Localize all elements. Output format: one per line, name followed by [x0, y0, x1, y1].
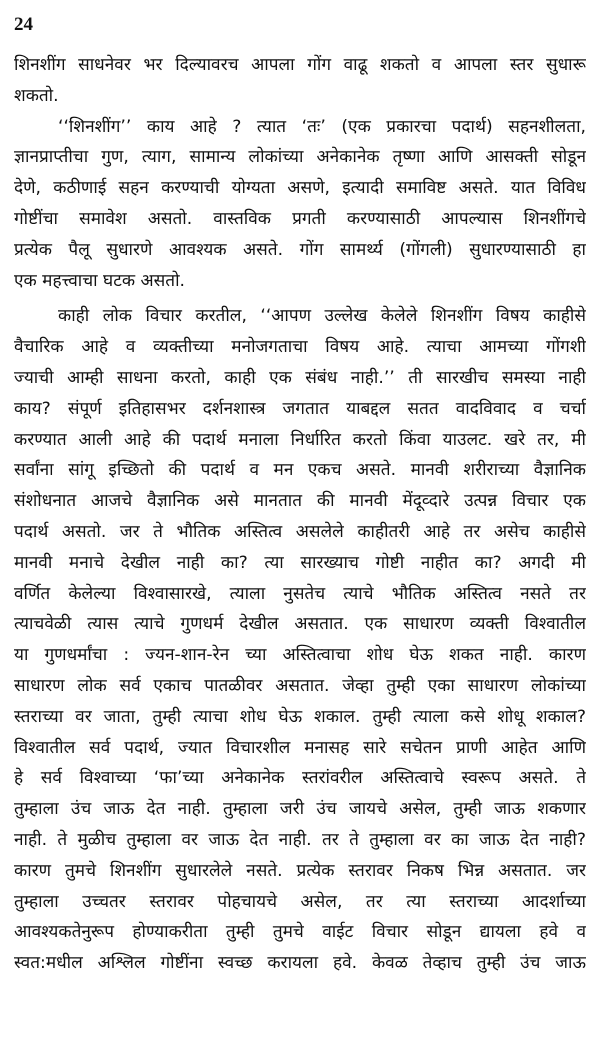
- text-line: प्रत्येक पैलू सुधारणे आवश्यक असते. गोंग सामर्थ्य (गोंगली) सुधारण्यासाठी हा: [14, 239, 586, 260]
- text-line: गोष्टींचा समावेश असतो. वास्तविक प्रगती करण्यासाठी आपल्यास शिनशींगचे: [14, 208, 586, 229]
- text-line: तुम्हाला उंच जाऊ देत नाही. तुम्हाला जरी उंच जायचे असेल, तुम्ही जाऊ शकणार: [14, 799, 586, 820]
- text-line: मानवी मनाचे देखील नाही का? त्या सारख्याच गोष्टी नाहीत का? अगदी मी: [14, 552, 586, 573]
- text-line: वैचारिक आहे व व्यक्तीच्या मनोजगताचा विषय आहे. त्याचा आमच्या गोंगशी: [14, 337, 586, 358]
- text-line: तुम्हाला उच्चतर स्तरावर पोहचायचे असेल, तर त्या स्तराच्या आदर्शाच्या: [14, 891, 586, 912]
- text-line: त्याचवेळी त्यास त्याचे गुणधर्म देखील असतात. एक साधारण व्यक्ती विश्वातील: [14, 614, 586, 635]
- text-line: शिनशींग साधनेवर भर दिल्यावरच आपला गोंग वाढू शकतो व आपला स्तर सुधारू: [14, 55, 586, 75]
- text-line: कारण तुमचे शिनशींग सुधारलेले नसते. प्रत्येक स्तरावर निकष भिन्न असतात. जर: [14, 860, 586, 881]
- text-line: ज्याची आम्ही साधना करतो, काही एक संबंध नाही.’’ ती सारखीच समस्या नाही: [14, 367, 586, 388]
- body-text: [14, 50, 586, 979]
- text-line: काय? संपूर्ण इतिहासभर दर्शनशास्त्र जगतात याबद्दल सतत वादविवाद व चर्चा: [14, 398, 586, 419]
- text-line: देणे, कठीणाई सहन करण्याची योग्यता असणे, इत्यादी समाविष्ट असते. यात विविध: [14, 178, 586, 199]
- text-line: स्तराच्या वर जाता, तुम्ही त्याचा शोध घेऊ शकाल. तुम्ही त्याला कसे शोधू शकाल?: [14, 706, 586, 727]
- text-line: ‘‘शिनशींग’’ काय आहे ? त्यात ‘तः’ (एक प्रकारचा पदार्थ) सहनशीलता,: [58, 116, 586, 137]
- text-line: सर्वांना सांगू इच्छितो की पदार्थ व मन एकच असते. मानवी शरीराच्या वैज्ञानिक: [14, 460, 586, 481]
- text-line: साधारण लोक सर्व एकाच पातळीवर असतात. जेव्हा तुम्ही एका साधारण लोकांच्या: [14, 675, 586, 696]
- text-line: स्वत:मधील अश्लिल गोष्टींना स्वच्छ करायला हवे. केवळ तेव्हाच तुम्ही उंच जाऊ: [14, 953, 586, 974]
- text-line: आवश्यकतेनुरूप होण्याकरीता तुम्ही तुमचे वाईट विचार सोडून द्यायला हवे व: [14, 922, 586, 943]
- text-line: शकतो.: [14, 85, 59, 106]
- text-line: हे सर्व विश्वाच्या ‘फा’च्या अनेकानेक स्तरांवरील अस्तित्वाचे स्वरूप असते. ते: [14, 768, 586, 789]
- page-number: 24: [14, 14, 33, 35]
- text-line: ज्ञानप्राप्तीचा गुण, त्याग, सामान्य लोकांच्या अनेकानेक तृष्णा आणि आसक्ती सोडून: [14, 147, 586, 168]
- text-line: पदार्थ असतो. जर ते भौतिक अस्तित्व असलेले काहीतरी आहे तर असेच काहीसे: [14, 521, 586, 542]
- text-line: वर्णित केलेल्या विश्वासारखे, त्याला नुसतेच त्याचे भौतिक अस्तित्व नसते तर: [14, 583, 586, 604]
- text-line: विश्वातील सर्व पदार्थ, ज्यात विचारशील मनासह सारे सचेतन प्राणी आहेत आणि: [14, 737, 586, 758]
- text-line: करण्यात आली आहे की पदार्थ मनाला निर्धारित करतो किंवा याउलट. खरे तर, मी: [14, 429, 586, 450]
- text-line: एक महत्त्वाचा घटक असतो.: [14, 270, 185, 291]
- text-line: काही लोक विचार करतील, ‘‘आपण उल्लेख केलेले शिनशींग विषय काहीसे: [58, 306, 586, 327]
- text-line: संशोधनात आजचे वैज्ञानिक असे मानतात की मानवी मेंदूव्दारे उत्पन्न विचार एक: [14, 491, 586, 512]
- text-line: या गुणधर्मांचा : ज्यन-शान-रेन च्या अस्तित्वाचा शोध घेऊ शकत नाही. कारण: [14, 645, 586, 666]
- text-line: नाही. ते मुळीच तुम्हाला वर जाऊ देत नाही. तर ते तुम्हाला वर का जाऊ देत नाही?: [14, 829, 586, 850]
